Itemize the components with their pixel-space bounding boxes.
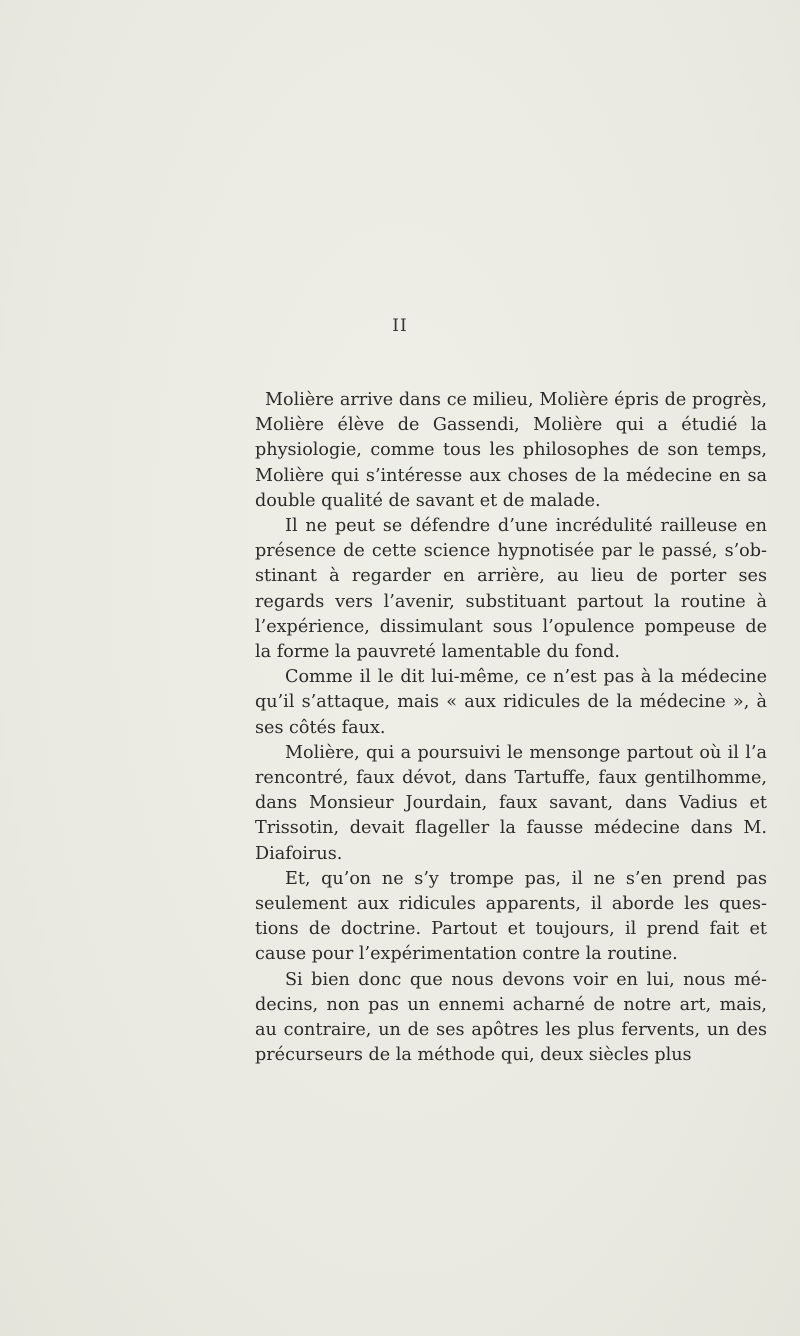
body-text (255, 388, 767, 1068)
chapter-heading: II (392, 316, 408, 336)
paragraph-6: Si bien donc que nous devons voir en lui, nous médecins, non pas un ennemi acharné de notre art, mais, au contraire, un de ses apôtres les plus fervents, un des précurseurs de la méthode qui, deux siècles plus (255, 969, 767, 1066)
paragraph-4: Molière, qui a poursuivi le mensonge partout où il l’a rencontré, faux dévot, dans Tartuffe, faux gentilhomme, dans Monsieur Jourdain, faux savant, dans Vadius et Trissotin, devait flageller la fausse médecine dans M. Diafoirus. (255, 742, 767, 864)
paragraph-5: Et, qu’on ne s’y trompe pas, il ne s’en prend pas seulement aux ridicules apparents, il aborde les questions de doctrine. Partout et toujours, il prend fait et cause pour l’expérimentation contre la routine. (255, 868, 767, 965)
paragraph-1: Molière arrive dans ce milieu, Molière épris de progrès, Molière élève de Gassendi, Molière qui a étudié la physiologie, comme tous les philosophes de son temps, Molière qui s’intéresse aux choses de la médecine en sa double qualité de savant et de malade. (255, 390, 767, 511)
paragraph-2: Il ne peut se défendre d’une incrédulité railleuse en présence de cette science hypnotisée par le passé, s’obstinant à regarder en arrière, au lieu de porter ses regards vers l’avenir, substituant partout la routine à l’expérience, dissimulant sous l’opulence pompeuse de la forme la pauvreté lamentable du fond. (255, 516, 767, 663)
paragraph-3: Comme il le dit lui-même, ce n’est pas à la médecine qu’il s’attaque, mais « aux ridicules de la médecine », à ses côtés faux. (255, 667, 767, 738)
